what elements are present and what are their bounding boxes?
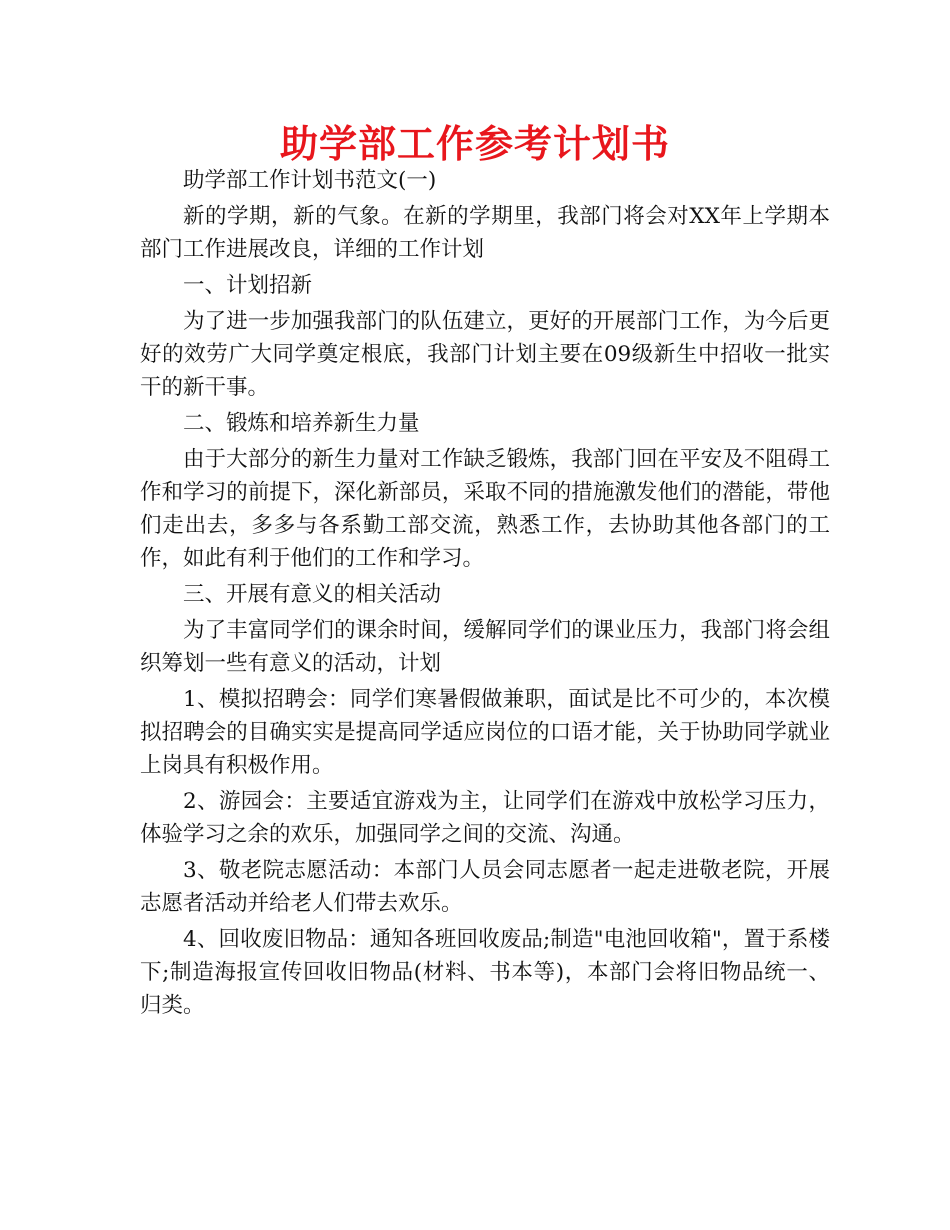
activity-item-1: 1、模拟招聘会：同学们寒暑假做兼职，面试是比不可少的，本次模拟招聘会的目确实实是提高同学适应岗位的口语才能，关于协助同学就业上岗具有积极作用。 bbox=[140, 687, 830, 778]
section-paragraph-3: 为了丰富同学们的课余时间，缓解同学们的课业压力，我部门将会组织筹划一些有意义的活动，计划 bbox=[140, 618, 830, 676]
section-heading-1: 一、计划招新 bbox=[183, 273, 313, 298]
activity-item-4: 4、回收废旧物品：通知各班回收废品;制造"电池回收箱"，置于系楼下;制造海报宣传回收旧物品(材料、书本等)，本部门会将旧物品统一、归类。 bbox=[140, 927, 830, 1018]
section-heading-3: 三、开展有意义的相关活动 bbox=[183, 582, 442, 607]
document-title: 助学部工作参考计划书 bbox=[279, 122, 670, 166]
section-paragraph-1: 为了进一步加强我部门的队伍建立，更好的开展部门工作，为今后更好的效劳广大同学奠定根底，我部门计划主要在09级新生中招收一批实干的新干事。 bbox=[140, 309, 830, 400]
intro-paragraph: 新的学期，新的气象。在新的学期里，我部门将会对XX年上学期本部门工作进展改良，详细的工作计划 bbox=[140, 204, 830, 262]
subtitle-paragraph: 助学部工作计划书范文(一) bbox=[183, 168, 437, 193]
document-body bbox=[140, 164, 830, 1022]
activity-item-3: 3、敬老院志愿活动：本部门人员会同志愿者一起走进敬老院，开展志愿者活动并给老人们带去欢乐。 bbox=[140, 858, 830, 916]
section-heading-2: 二、锻炼和培养新生力量 bbox=[183, 411, 420, 436]
activity-item-2: 2、游园会：主要适宜游戏为主，让同学们在游戏中放松学习压力，体验学习之余的欢乐，加强同学之间的交流、沟通。 bbox=[140, 789, 830, 847]
section-paragraph-2: 由于大部分的新生力量对工作缺乏锻炼，我部门回在平安及不阻碍工作和学习的前提下，深化新部员，采取不同的措施激发他们的潜能，带他们走出去，多多与各系勤工部交流，熟悉工作，去协助其他各部门的工作，如此有利于他们的工作和学习。 bbox=[140, 447, 830, 571]
